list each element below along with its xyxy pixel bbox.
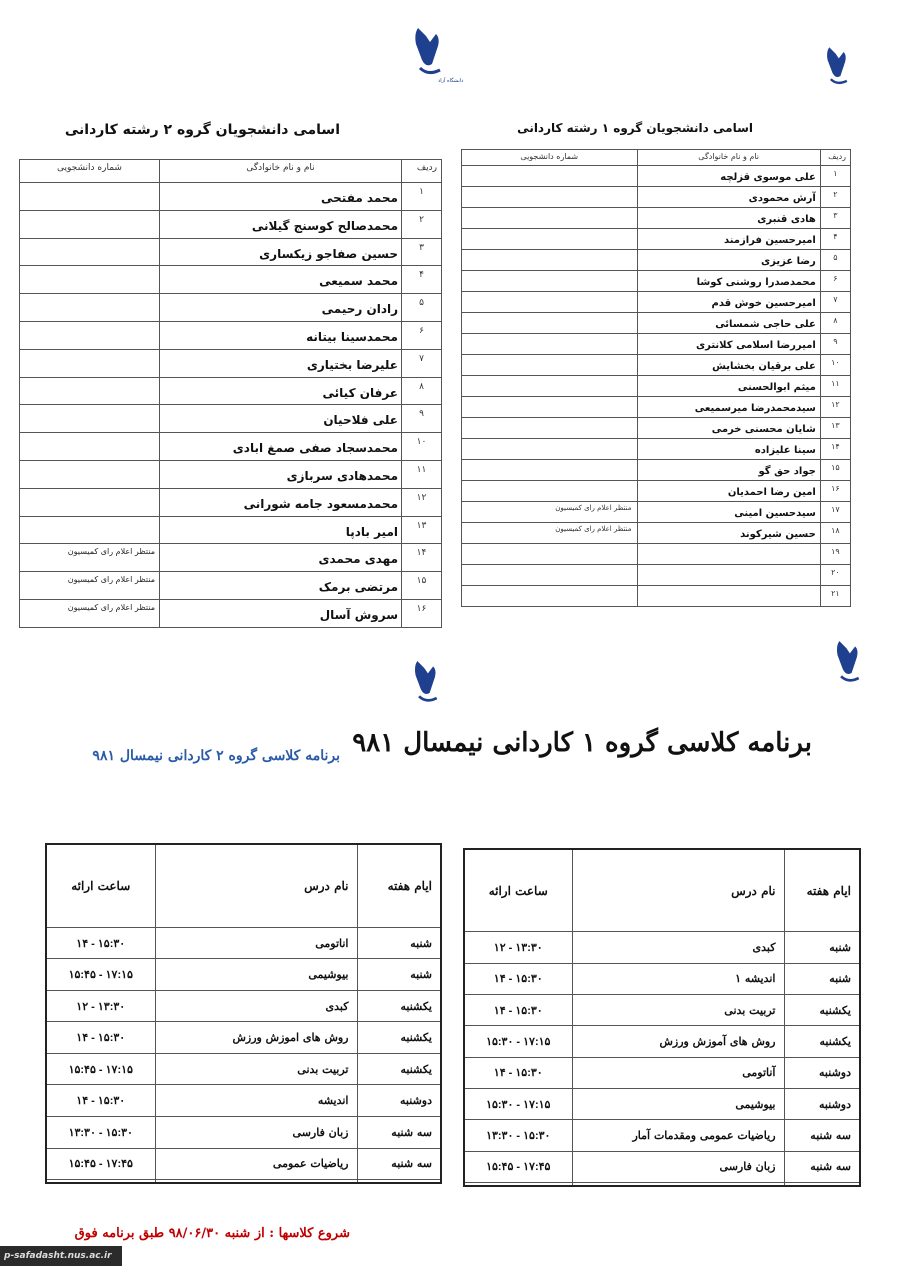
row-number: ۱۳ — [820, 418, 850, 439]
table-row — [20, 405, 442, 433]
row-number: ۱۳ — [402, 516, 442, 544]
class-start-note: شروع کلاسها : از شنبه ۹۸/۰۶/۳۰ طبق برنامه فوق — [74, 1226, 350, 1241]
student-name: محمدصدرا روشنی کوشا — [637, 271, 820, 292]
student-name: امیرحسین خوش قدم — [637, 292, 820, 313]
row-number: ۸ — [820, 313, 850, 334]
table-row — [20, 238, 442, 266]
group1-list-title: اسامی دانشجویان گروه ۱ رشته کاردانی — [517, 121, 753, 135]
table-row — [464, 1089, 860, 1120]
time-cell: ۱۲ - ۱۳:۳۰ — [464, 932, 572, 963]
student-name: محمدسجاد صفی صمغ ابادی — [160, 433, 402, 461]
table-row — [462, 334, 851, 355]
student-id: منتظر اعلام رای کمیسیون — [20, 572, 160, 600]
student-id — [462, 397, 638, 418]
day-cell — [784, 1183, 860, 1186]
time-cell — [464, 1183, 572, 1186]
table-row — [464, 932, 860, 963]
student-id — [462, 250, 638, 271]
table-row — [46, 1148, 441, 1180]
group2-schedule-table — [45, 843, 442, 1184]
group2-schedule-title: برنامه کلاسی گروه ۲ کاردانی نیمسال ۹۸۱ — [92, 748, 340, 764]
col-header-row: ردیف — [402, 160, 442, 183]
time-cell: ۱۴ - ۱۵:۳۰ — [46, 1022, 155, 1054]
student-name: امیر بادپا — [160, 516, 402, 544]
col-header-course: نام درس — [572, 849, 784, 932]
table-row — [464, 963, 860, 994]
table-row — [20, 516, 442, 544]
table-row — [462, 481, 851, 502]
col-header-row: ردیف — [820, 150, 850, 166]
row-number: ۲۱ — [820, 586, 850, 607]
table-row — [46, 1053, 441, 1085]
day-cell: یکشنبه — [357, 1022, 441, 1054]
day-cell — [357, 1180, 441, 1183]
student-id — [20, 433, 160, 461]
course-cell: ریاضیات عمومی ومقدمات آمار — [572, 1120, 784, 1151]
row-number: ۴ — [402, 266, 442, 294]
student-id — [462, 481, 638, 502]
university-logo-icon — [824, 44, 852, 92]
day-cell: دوشنبه — [357, 1085, 441, 1117]
course-cell: تربیت بدنی — [155, 1053, 357, 1085]
course-cell: ریاضیات عمومی — [155, 1148, 357, 1180]
group2-list-title: اسامی دانشجویان گروه ۲ رشته کاردانی — [64, 122, 340, 138]
row-number: ۱۹ — [820, 544, 850, 565]
table-row — [462, 376, 851, 397]
student-name: رضا عزیزی — [637, 250, 820, 271]
student-name: سیدحسین امینی — [637, 502, 820, 523]
student-name: سروش آسال — [160, 599, 402, 627]
table-row — [462, 166, 851, 187]
table-row — [20, 294, 442, 322]
table-row — [20, 210, 442, 238]
row-number: ۵ — [402, 294, 442, 322]
row-number: ۱۱ — [402, 460, 442, 488]
time-cell: ۱۴ - ۱۵:۳۰ — [46, 1085, 155, 1117]
table-row — [464, 1183, 860, 1186]
student-id — [462, 376, 638, 397]
student-id — [462, 439, 638, 460]
col-header-day: ایام هفته — [357, 844, 441, 927]
table-row — [20, 321, 442, 349]
day-cell: شنبه — [357, 927, 441, 959]
student-id — [20, 460, 160, 488]
student-name: امیرحسین فرازمند — [637, 229, 820, 250]
student-id — [462, 565, 638, 586]
time-cell — [46, 1180, 155, 1183]
table-row — [20, 183, 442, 211]
course-cell: روش های آموزش ورزش — [572, 1026, 784, 1057]
course-cell: زبان فارسی — [572, 1151, 784, 1182]
table-row — [46, 959, 441, 991]
day-cell: سه شنبه — [784, 1120, 860, 1151]
student-id — [20, 294, 160, 322]
course-cell: بیوشیمی — [572, 1089, 784, 1120]
student-name: محمد مفتحی — [160, 183, 402, 211]
row-number: ۱۵ — [820, 460, 850, 481]
student-name: رادان رحیمی — [160, 294, 402, 322]
time-cell: ۱۵:۴۵ - ۱۷:۴۵ — [464, 1151, 572, 1182]
row-number: ۱۲ — [820, 397, 850, 418]
student-name: جواد حق گو — [637, 460, 820, 481]
logo-label: دانشگاه آزاد — [438, 78, 464, 84]
table-row — [20, 488, 442, 516]
course-cell: اناتومی — [155, 927, 357, 959]
table-row — [462, 586, 851, 607]
course-cell — [155, 1180, 357, 1183]
row-number: ۱۴ — [402, 544, 442, 572]
row-number: ۱۸ — [820, 523, 850, 544]
table-row — [462, 355, 851, 376]
table-row — [464, 1120, 860, 1151]
table-row — [462, 250, 851, 271]
row-number: ۱۲ — [402, 488, 442, 516]
table-row — [20, 377, 442, 405]
student-id — [20, 488, 160, 516]
row-number: ۴ — [820, 229, 850, 250]
student-id — [462, 544, 638, 565]
col-header-day: ایام هفته — [784, 849, 860, 932]
day-cell: شنبه — [357, 959, 441, 991]
student-name: امیررضا اسلامی کلانتری — [637, 334, 820, 355]
time-cell: ۱۵:۴۵ - ۱۷:۱۵ — [46, 959, 155, 991]
student-name: علی موسوی قزلچه — [637, 166, 820, 187]
student-name: هادی قنبری — [637, 208, 820, 229]
student-id — [20, 321, 160, 349]
time-cell: ۱۴ - ۱۵:۳۰ — [464, 963, 572, 994]
course-cell: روش های اموزش ورزش — [155, 1022, 357, 1054]
student-name — [637, 586, 820, 607]
row-number: ۶ — [820, 271, 850, 292]
student-name: عرفان کیائی — [160, 377, 402, 405]
student-name: علیرضا بختیاری — [160, 349, 402, 377]
col-header-time: ساعت ارائه — [464, 849, 572, 932]
university-logo-icon — [412, 648, 442, 720]
student-name: محمد سمیعی — [160, 266, 402, 294]
day-cell: سه شنبه — [784, 1151, 860, 1182]
student-name: امین رضا احمدیان — [637, 481, 820, 502]
table-row — [462, 439, 851, 460]
row-number: ۳ — [402, 238, 442, 266]
row-number: ۱۶ — [820, 481, 850, 502]
course-cell: بیوشیمی — [155, 959, 357, 991]
student-name: محمدهادی سربازی — [160, 460, 402, 488]
day-cell: دوشنبه — [784, 1089, 860, 1120]
course-cell: کبدی — [572, 932, 784, 963]
student-id — [462, 292, 638, 313]
day-cell: یکشنبه — [784, 1026, 860, 1057]
col-header-name: نام و نام خانوادگی — [637, 150, 820, 166]
student-name: حسین صفاجو زیکساری — [160, 238, 402, 266]
day-cell: دوشنبه — [784, 1057, 860, 1088]
row-number: ۱۶ — [402, 599, 442, 627]
student-id — [20, 349, 160, 377]
table-row — [464, 1151, 860, 1182]
table-row — [462, 271, 851, 292]
table-row — [46, 990, 441, 1022]
time-cell: ۱۵:۴۵ - ۱۷:۱۵ — [46, 1053, 155, 1085]
student-id — [462, 334, 638, 355]
university-logo-icon — [412, 24, 464, 84]
table-row — [20, 433, 442, 461]
student-id — [462, 460, 638, 481]
student-id — [462, 229, 638, 250]
student-id: منتظر اعلام رای کمیسیون — [20, 544, 160, 572]
row-number: ۲ — [820, 187, 850, 208]
university-logo-icon — [834, 628, 864, 700]
student-id — [20, 377, 160, 405]
student-name: آرش محمودی — [637, 187, 820, 208]
row-number: ۵ — [820, 250, 850, 271]
student-name: علی فلاحیان — [160, 405, 402, 433]
day-cell: شنبه — [784, 932, 860, 963]
table-row — [462, 208, 851, 229]
student-id — [462, 586, 638, 607]
time-cell: ۱۲ - ۱۳:۳۰ — [46, 990, 155, 1022]
time-cell: ۱۳:۳۰ - ۱۵:۳۰ — [46, 1117, 155, 1149]
col-header-name: نام و نام خانوادگی — [160, 160, 402, 183]
row-number: ۹ — [820, 334, 850, 355]
row-number: ۹ — [402, 405, 442, 433]
time-cell: ۱۴ - ۱۵:۳۰ — [46, 927, 155, 959]
row-number: ۱۰ — [820, 355, 850, 376]
time-cell: ۱۴ - ۱۵:۳۰ — [464, 1057, 572, 1088]
row-number: ۱۴ — [820, 439, 850, 460]
row-number: ۱۰ — [402, 433, 442, 461]
row-number: ۷ — [820, 292, 850, 313]
course-cell: اندیشه — [155, 1085, 357, 1117]
time-cell: ۱۵:۳۰ - ۱۷:۱۵ — [464, 1026, 572, 1057]
table-row — [462, 523, 851, 544]
col-header-id: شماره دانشجویی — [20, 160, 160, 183]
table-row — [46, 927, 441, 959]
row-number: ۱ — [402, 183, 442, 211]
student-id — [20, 183, 160, 211]
student-id — [462, 208, 638, 229]
student-id — [20, 405, 160, 433]
table-row — [462, 229, 851, 250]
table-row — [20, 599, 442, 627]
table-row — [462, 418, 851, 439]
table-row — [464, 995, 860, 1026]
day-cell: یکشنبه — [357, 990, 441, 1022]
student-name — [637, 544, 820, 565]
table-row — [464, 1057, 860, 1088]
table-row — [464, 1026, 860, 1057]
course-cell: اندیشه ۱ — [572, 963, 784, 994]
row-number: ۱۷ — [820, 502, 850, 523]
day-cell: شنبه — [784, 963, 860, 994]
row-number: ۱ — [820, 166, 850, 187]
time-cell: ۱۴ - ۱۵:۳۰ — [464, 995, 572, 1026]
student-name: علی برقیان بخشایش — [637, 355, 820, 376]
student-name: مرتضی برمک — [160, 572, 402, 600]
row-number: ۶ — [402, 321, 442, 349]
student-name: شایان محسنی خرمی — [637, 418, 820, 439]
group2-student-table — [19, 159, 442, 628]
course-cell — [572, 1183, 784, 1186]
student-id — [462, 313, 638, 334]
student-name: علی حاجی شمسائی — [637, 313, 820, 334]
course-cell: تربیت بدنی — [572, 995, 784, 1026]
time-cell: ۱۵:۳۰ - ۱۷:۱۵ — [464, 1089, 572, 1120]
table-row — [20, 349, 442, 377]
student-id: منتظر اعلام رای کمیسیون — [462, 502, 638, 523]
day-cell: یکشنبه — [357, 1053, 441, 1085]
student-id — [20, 238, 160, 266]
student-id — [462, 418, 638, 439]
student-name: سیدمحمدرضا میرسمیعی — [637, 397, 820, 418]
student-id — [462, 187, 638, 208]
student-name: حسین شیرکوند — [637, 523, 820, 544]
student-id — [462, 355, 638, 376]
course-cell: کبدی — [155, 990, 357, 1022]
course-cell: آناتومی — [572, 1057, 784, 1088]
table-row — [462, 544, 851, 565]
table-row — [462, 313, 851, 334]
table-row — [46, 1085, 441, 1117]
student-id: منتظر اعلام رای کمیسیون — [20, 599, 160, 627]
col-header-id: شماره دانشجویی — [462, 150, 638, 166]
student-id: منتظر اعلام رای کمیسیون — [462, 523, 638, 544]
student-id — [462, 166, 638, 187]
day-cell: سه شنبه — [357, 1148, 441, 1180]
student-id — [20, 266, 160, 294]
col-header-course: نام درس — [155, 844, 357, 927]
student-name: محمدمسعود جامه شورانی — [160, 488, 402, 516]
student-name: محمدصالح کوسنج گیلانی — [160, 210, 402, 238]
table-row — [462, 565, 851, 586]
row-number: ۷ — [402, 349, 442, 377]
table-row — [20, 266, 442, 294]
row-number: ۲ — [402, 210, 442, 238]
table-row — [20, 572, 442, 600]
course-cell: زبان فارسی — [155, 1117, 357, 1149]
col-header-time: ساعت ارائه — [46, 844, 155, 927]
student-name — [637, 565, 820, 586]
row-number: ۳ — [820, 208, 850, 229]
row-number: ۸ — [402, 377, 442, 405]
group1-schedule-table — [463, 848, 861, 1187]
table-row — [462, 187, 851, 208]
table-row — [462, 502, 851, 523]
table-row — [20, 544, 442, 572]
table-row — [462, 292, 851, 313]
row-number: ۱۱ — [820, 376, 850, 397]
row-number: ۱۵ — [402, 572, 442, 600]
footer-url[interactable]: p-safadasht.nus.ac.ir — [0, 1246, 122, 1266]
table-row — [46, 1022, 441, 1054]
student-name: مهدی محمدی — [160, 544, 402, 572]
day-cell: یکشنبه — [784, 995, 860, 1026]
time-cell: ۱۳:۳۰ - ۱۵:۳۰ — [464, 1120, 572, 1151]
table-row — [462, 397, 851, 418]
group1-schedule-title: برنامه کلاسی گروه ۱ کاردانی نیمسال ۹۸۱ — [352, 728, 812, 758]
time-cell: ۱۵:۴۵ - ۱۷:۴۵ — [46, 1148, 155, 1180]
table-row — [46, 1117, 441, 1149]
student-id — [462, 271, 638, 292]
table-row — [20, 460, 442, 488]
student-id — [20, 516, 160, 544]
day-cell: سه شنبه — [357, 1117, 441, 1149]
student-id — [20, 210, 160, 238]
table-row — [462, 460, 851, 481]
group1-student-table — [461, 149, 851, 607]
student-name: سینا علیزاده — [637, 439, 820, 460]
student-name: میثم ابوالحسنی — [637, 376, 820, 397]
table-row — [46, 1180, 441, 1183]
row-number: ۲۰ — [820, 565, 850, 586]
student-name: محمدسینا بیتانه — [160, 321, 402, 349]
